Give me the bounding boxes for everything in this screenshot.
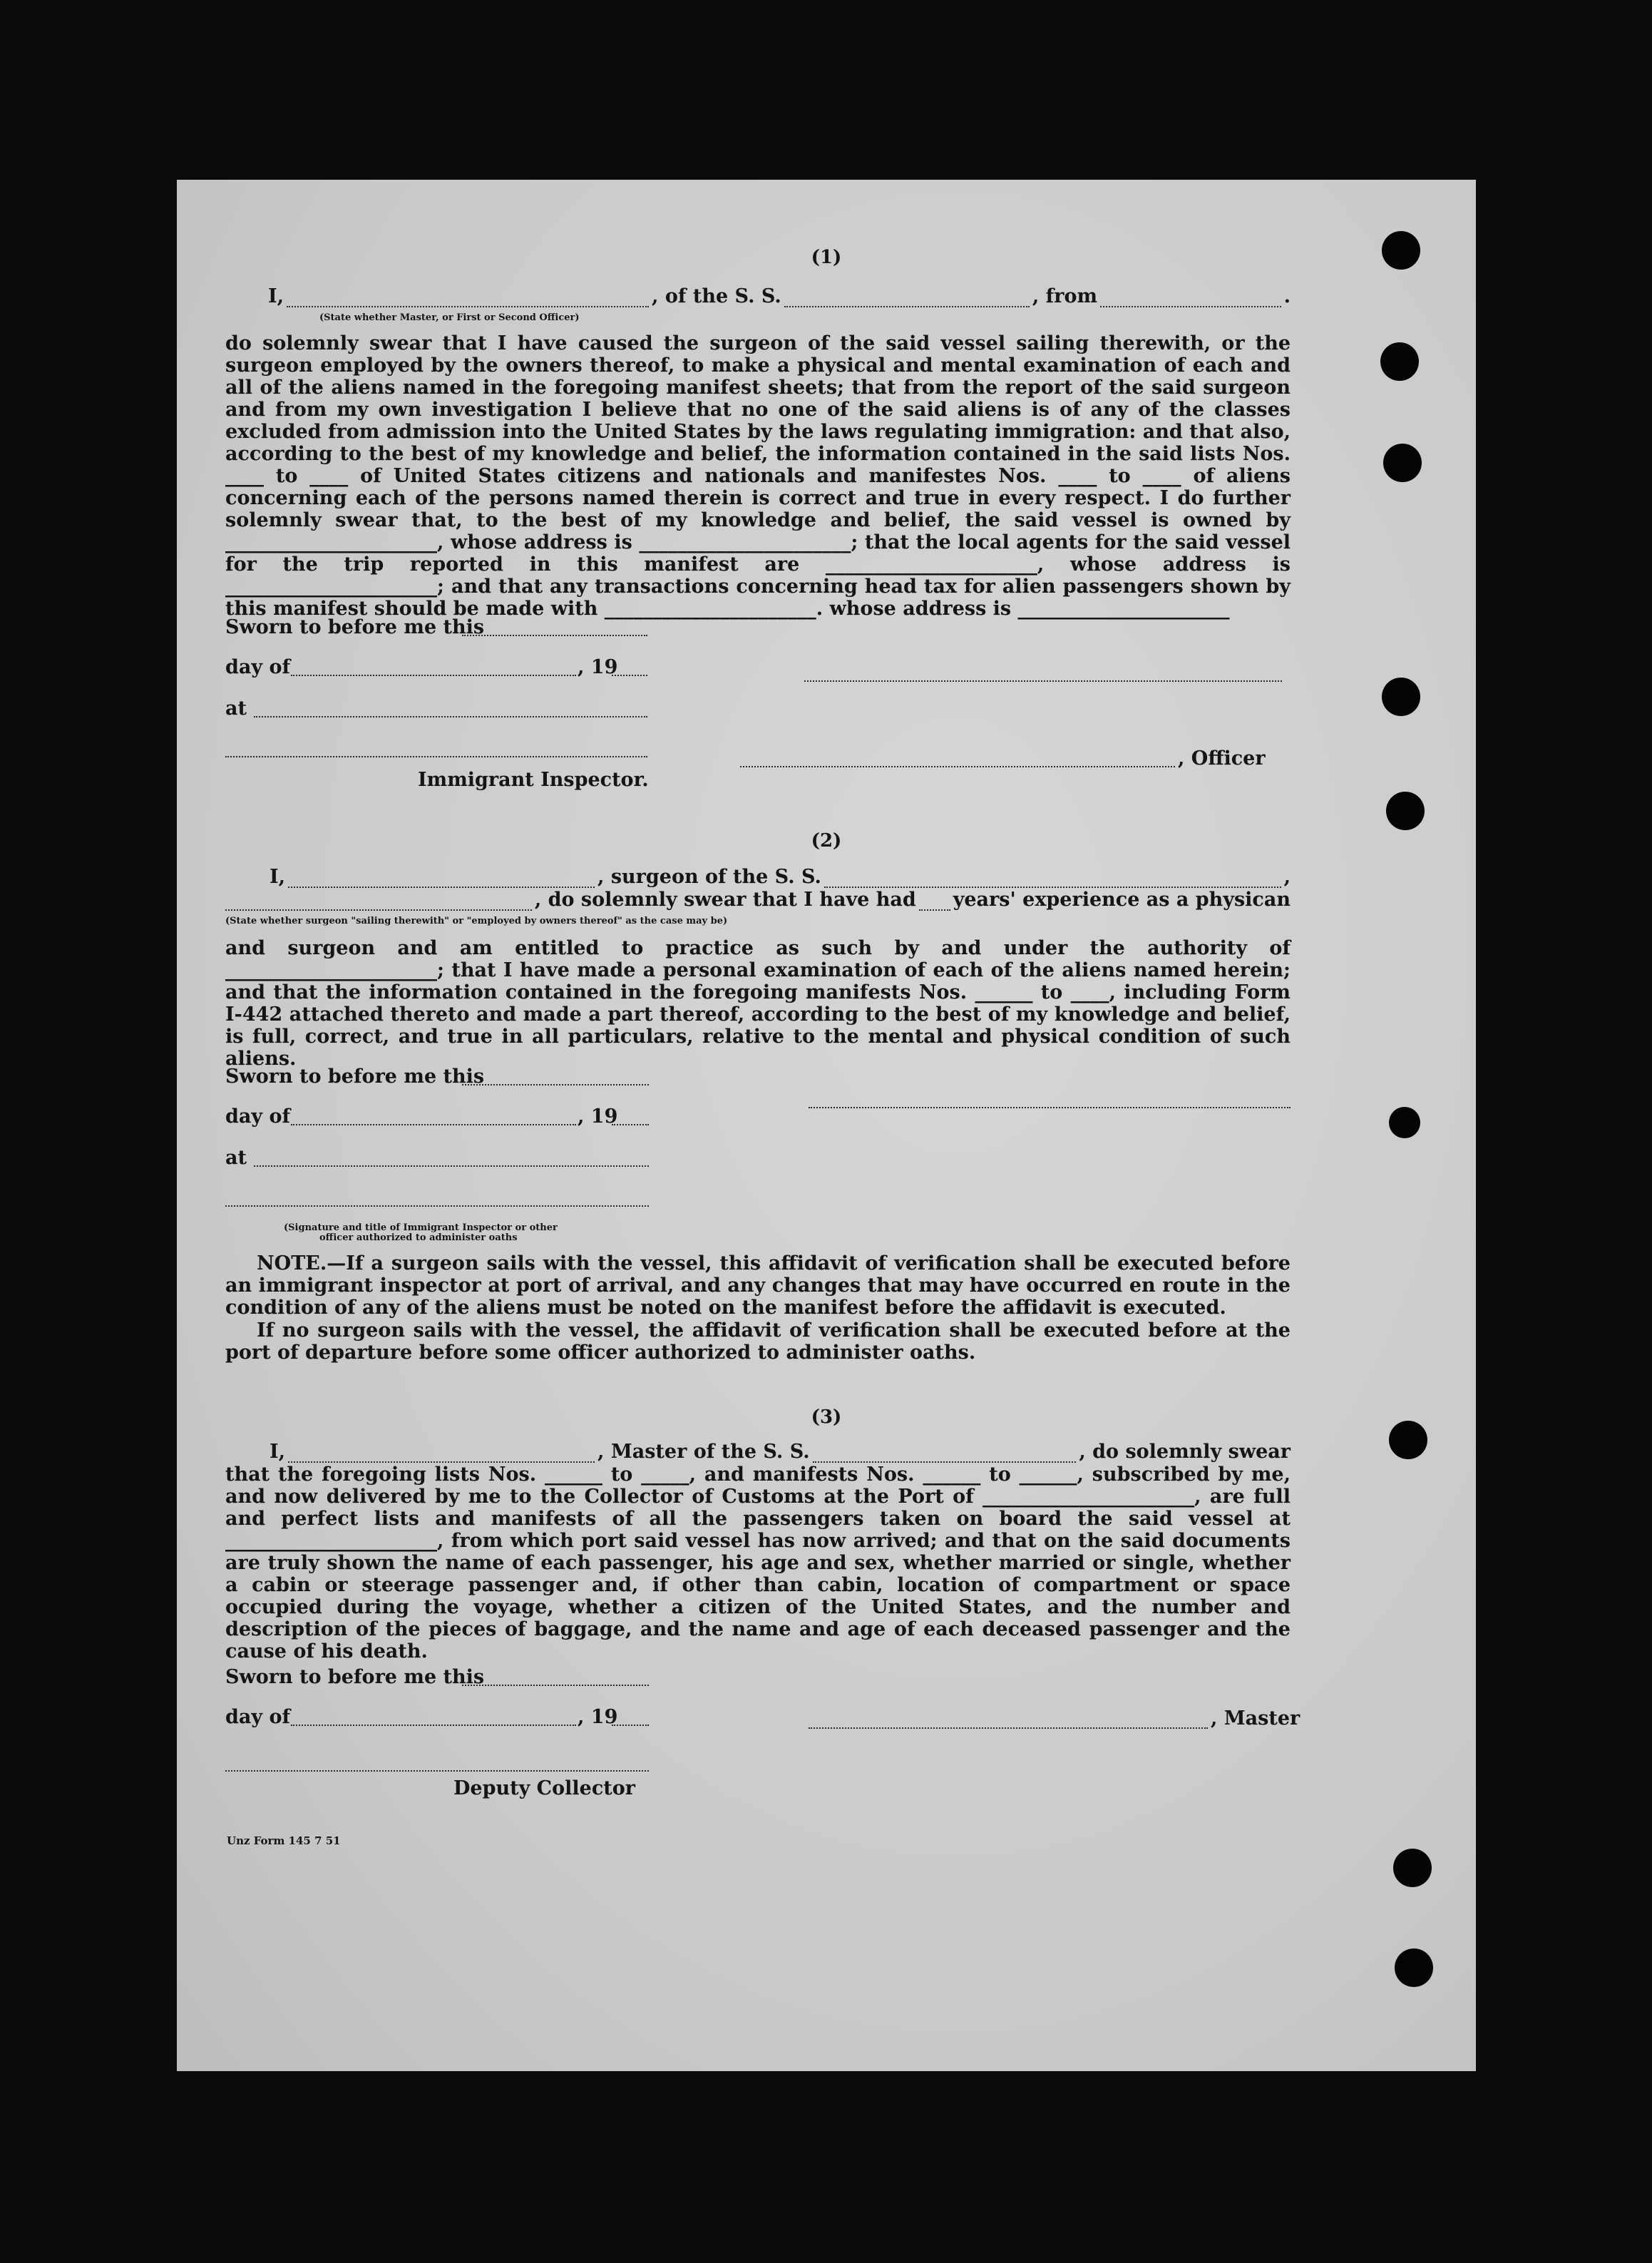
section-2-body: and surgeon and am entitled to practice as such by and under the authority of ______________________; that I have made a personal examination of each of the aliens named herein; and that the information contained in the foregoing manifests Nos. ______ to ____, including Form I-442 attached thereto and made a part thereof, according to the best of my knowledge and belief, is full, correct, and true in all particulars, relative to the mental and physical condition of such aliens.: [225, 937, 1291, 1070]
deputy-collector-label: Deputy Collector: [453, 1777, 635, 1799]
officer-signature-field[interactable]: [740, 765, 1175, 767]
day-of-field-1[interactable]: [291, 673, 576, 676]
surgeon-hint: (State whether surgeon "sailing therewith" or "employed by owners thereof" as the case may be): [225, 916, 728, 926]
label-comma: ,: [1283, 866, 1291, 888]
section-3-body: that the foregoing lists Nos. ______ to _____, and manifests Nos. ______ to ______, subscribed by me, and now delivered by me to the Collector of Customs at the Port of ______________________, are full and perfect lists and manifests of all the passengers taken on board the said vessel at ______________________, from which port said vessel has now arrived; and that on the said documents are truly shown the name of each passenger, his age and sex, whether married or single, whether a cabin or steerage passenger and, if other than cabin, location of compartment or space occupied during the voyage, whether a citizen of the United States, and the number and description of the pieces of baggage, and the name and age of each deceased passenger and the cause of his death.: [225, 1463, 1291, 1662]
immigrant-inspector-label: Immigrant Inspector.: [418, 769, 649, 791]
section-2-second-line: [225, 889, 1291, 911]
signature-hint-2: officer authorized to administer oaths: [319, 1232, 518, 1243]
label-do-solemnly: , do solemnly swear that I have had: [534, 889, 916, 911]
officer-hint: (State whether Master, or First or Second Officer): [319, 312, 580, 323]
form-number: Unz Form 145 7 51: [227, 1834, 341, 1847]
master-signature-field[interactable]: [809, 1726, 1208, 1729]
punch-hole: [1395, 1948, 1433, 1987]
year-field-2[interactable]: [612, 1123, 649, 1125]
day-of-label-1: day of: [225, 656, 291, 678]
signature-hint-1: (Signature and title of Immigrant Inspector or other: [284, 1222, 558, 1233]
officer-label: , Officer: [1178, 747, 1266, 770]
label-i: I,: [270, 866, 286, 888]
surgeon-vessel-field[interactable]: [824, 872, 1281, 888]
master-name-field[interactable]: [288, 1447, 595, 1463]
sworn-label-3: Sworn to before me this: [225, 1666, 485, 1688]
label-from: , from: [1032, 285, 1098, 307]
sworn-date-field-3[interactable]: [462, 1683, 649, 1686]
sworn-label-1: Sworn to before me this: [225, 616, 485, 638]
punch-hole: [1383, 444, 1422, 482]
sworn-label-2: Sworn to before me this: [225, 1066, 485, 1088]
year-field-1[interactable]: [612, 673, 647, 676]
label-do-solemnly-swear: , do solemnly swear: [1079, 1441, 1291, 1463]
label-master-of-ss: , Master of the S. S.: [597, 1441, 810, 1463]
label-years: years' experience as a physican: [953, 889, 1291, 911]
section-2-first-line: [225, 866, 1291, 888]
year-field-3[interactable]: [612, 1723, 649, 1726]
section-1-first-line: [225, 285, 1291, 307]
day-of-field-3[interactable]: [291, 1723, 576, 1726]
inspector-signature-field-1[interactable]: [225, 755, 647, 757]
sworn-date-field-1[interactable]: [462, 633, 647, 636]
officer-name-field[interactable]: [287, 292, 649, 307]
punch-hole: [1389, 1107, 1420, 1138]
day-of-field-2[interactable]: [291, 1123, 576, 1125]
section-3-first-line: [225, 1441, 1291, 1463]
inspector-signature-field-2[interactable]: [225, 1204, 649, 1207]
vessel-name-field[interactable]: [784, 292, 1030, 307]
surgeon-name-field[interactable]: [288, 872, 595, 888]
deputy-collector-signature-field[interactable]: [225, 1769, 649, 1772]
label-of-ss: , of the S. S.: [652, 285, 781, 307]
section-1-number: (1): [811, 247, 842, 268]
at-field-2[interactable]: [254, 1164, 649, 1167]
section-1-body: do solemnly swear that I have caused the surgeon of the said vessel sailing therewith, or the surgeon employed by the owners thereof, to make a physical and mental examination of each and all of the aliens named in the foregoing manifest sheets; that from the report of the said surgeon and from my own investigation I believe that no one of the said aliens is of any of the classes excluded from admission into the United States by the laws regulating immigration: and that also, according to the best of my knowledge and belief, the information contained in the said lists Nos. ____ to ____ of United States citizens and nationals and manifestes Nos. ____ to ____ of aliens concerning each of the persons named therein is correct and true in every respect. I do further solemnly swear that, to the best of my knowledge and belief, the said vessel is owned by ______________________, whose address is ______________________; that the local agents for the said vessel for the trip reported in this manifest are ______________________, whose address is ______________________; and that any transactions concerning head tax for alien passengers shown by this manifest should be made with ______________________. whose address is ______________________: [225, 332, 1291, 620]
punch-hole: [1386, 792, 1425, 830]
surgeon-status-field[interactable]: [225, 895, 532, 911]
day-of-label-3: day of: [225, 1706, 291, 1728]
label-surgeon-of-ss: , surgeon of the S. S.: [597, 866, 821, 888]
label-i: I,: [268, 285, 284, 307]
at-label-2: at: [225, 1147, 247, 1169]
year-label-3: , 19: [578, 1706, 618, 1728]
day-of-label-2: day of: [225, 1105, 291, 1128]
year-label-2: , 19: [578, 1105, 618, 1128]
master-label: , Master: [1211, 1707, 1300, 1730]
years-experience-field[interactable]: [919, 895, 950, 911]
punch-hole: [1382, 678, 1420, 716]
signature-field-1a[interactable]: [804, 679, 1282, 682]
label-period: .: [1283, 285, 1291, 307]
punch-hole: [1380, 342, 1419, 381]
section-2-number: (2): [811, 830, 842, 852]
surgeon-signature-field[interactable]: [809, 1105, 1291, 1108]
section-3-number: (3): [811, 1406, 842, 1428]
label-i: I,: [270, 1441, 286, 1463]
master-vessel-field[interactable]: [813, 1447, 1077, 1463]
note-paragraph-2: If no surgeon sails with the vessel, the affidavit of verification shall be executed before at the port of departure before some officer authorized to administer oaths.: [225, 1319, 1291, 1364]
punch-hole: [1393, 1849, 1432, 1887]
sworn-date-field-2[interactable]: [462, 1083, 649, 1085]
at-label-1: at: [225, 698, 247, 720]
at-field-1[interactable]: [254, 715, 647, 717]
form-page: [177, 180, 1476, 2071]
year-label-1: , 19: [578, 656, 618, 678]
note-paragraph-1: NOTE.—If a surgeon sails with the vessel, this affidavit of verification shall be executed before an immigrant inspector at port of arrival, and any changes that may have occurred en route in the condition of any of the aliens must be noted on the manifest before the affidavit is executed.: [225, 1252, 1291, 1319]
from-port-field[interactable]: [1100, 292, 1281, 307]
